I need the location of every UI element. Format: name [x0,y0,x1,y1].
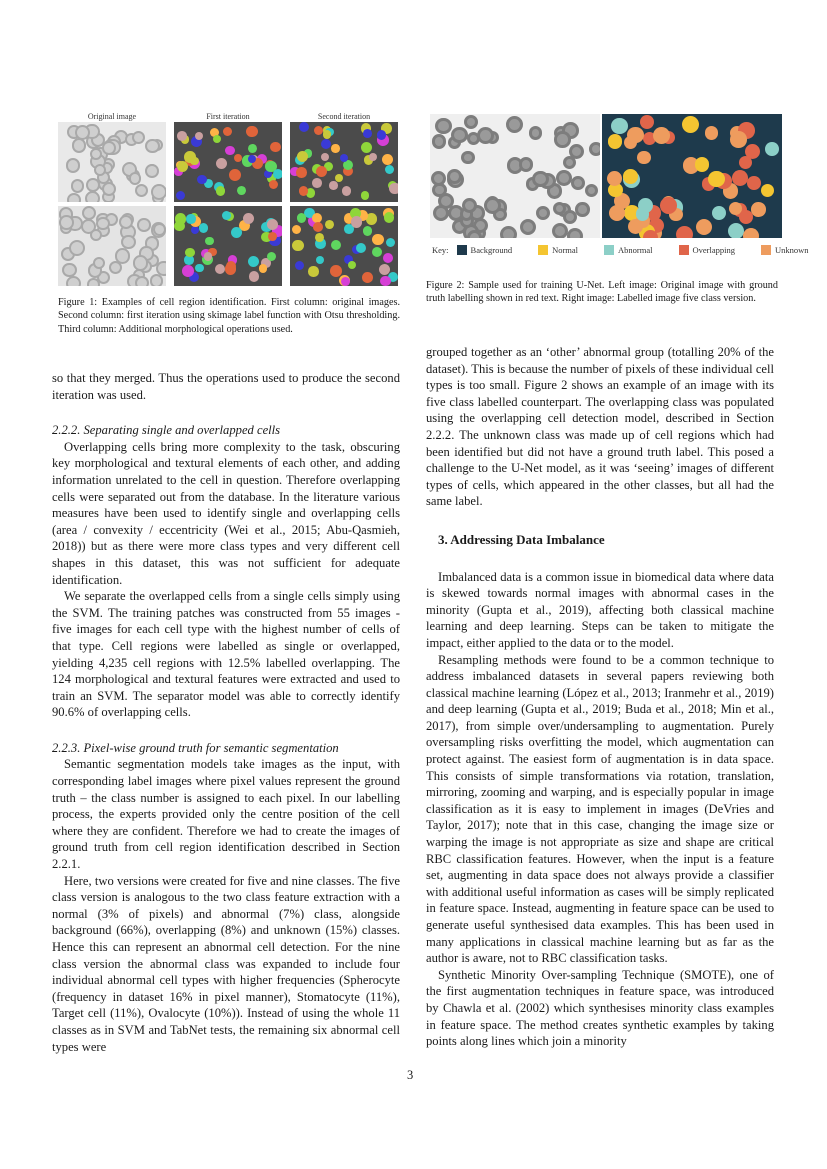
cell-blob [225,263,236,274]
legend-unknown: Unknown [775,245,809,255]
cell-blob [109,261,122,274]
cell-blob [609,205,625,221]
cell-blob [575,202,589,216]
cell-blob [248,256,259,267]
left-column [52,370,400,1055]
cell-blob [696,219,712,235]
unknown-swatch [761,245,771,255]
cell-blob [96,217,110,231]
cell-blob [739,210,753,224]
cell-blob [267,252,276,261]
cell-blob [506,116,523,133]
cell-blob [529,126,543,140]
cell-blob [323,130,332,139]
cell-blob [145,139,160,154]
cell-blob [312,178,322,188]
cell-blob [519,157,534,172]
legend-background: Background [470,245,513,255]
cell-blob [638,198,653,213]
cell-blob [585,184,599,198]
cell-blob [385,165,394,174]
cell-blob [223,127,232,136]
cell-blob [464,115,478,129]
cell-blob [133,255,148,270]
cell-blob [765,142,779,156]
cell-blob [299,186,309,196]
cell-blob [341,277,350,286]
legend-overlapping: Overlapping [692,245,736,255]
cell-blob [177,161,188,172]
cell-blob [267,219,278,230]
cell-blob [369,153,377,161]
cell-blob [93,257,106,270]
cell-blob [563,156,576,169]
cell-blob [461,151,474,164]
paragraph: grouped together as an ‘other’ abnormal group (totalling 20% of the dataset). This is because the number of pixels of these individual cell types is too small. Figure 2 shows an example of an image with its five class labelled counterpart. The overlapping class was populated using the overlapping cell detection model, described in Section 2.2.2. The unknown class was made up of cell regions which had been identified but did not have a ground truth label. This posed a challenge to the U-Net model, as it was ‘seeing’ images of different types of cells, which appeared in the other classes, but all had the same label. [426,345,774,509]
cell-blob [532,171,549,188]
cell-blob [237,186,246,195]
cell-blob [273,169,282,179]
figure-2-labelled-image [602,114,782,238]
cell-blob [637,151,650,164]
cell-blob [351,216,363,228]
cell-blob [361,142,372,153]
cell-blob [571,176,585,190]
cell-blob [383,253,393,263]
cell-blob [348,261,356,269]
cell-blob [372,247,382,257]
figure-1-original-bottom-image [58,206,166,286]
cell-blob [372,234,383,245]
page-number: 3 [407,1068,414,1082]
cell-blob [325,220,334,229]
cell-blob [102,141,116,155]
cell-blob [297,213,307,223]
figure-1-label-first: First iteration [206,112,250,121]
cell-blob [363,129,372,138]
cell-blob [435,118,451,134]
cell-blob [520,219,536,235]
cell-blob [222,211,231,220]
cell-blob [362,272,373,283]
cell-blob [299,122,309,132]
cell-blob [331,240,341,250]
cell-blob [321,153,329,161]
cell-blob [382,154,393,165]
cell-blob [231,227,242,238]
cell-blob [246,126,258,138]
cell-blob [361,191,370,200]
cell-blob [135,184,148,197]
cell-blob [589,142,600,156]
cell-blob [640,115,654,129]
cell-blob [500,226,517,238]
cell-blob [321,139,331,149]
cell-blob [363,226,373,236]
cell-blob [69,240,85,256]
cell-blob [296,167,306,177]
cell-blob [195,264,203,272]
cell-blob [316,166,327,177]
cell-blob [730,131,747,148]
cell-blob [451,127,468,144]
cell-blob [85,191,100,202]
cell-blob [432,134,447,149]
cell-blob [234,154,242,162]
paragraph: Overlapping cells bring more complexity to the task, obscuring key morphological and textural elements of each other, and adding information unrelated to the cell in question. Therefore overlapping cells were separated out from the database. In the literature various measures have been used to identify single and overlapping cells (area / convexity / eccentricity (Wei et al., 2015; Abu-Qasmieh, 2018)) but as there were more class types and very different cell shapes in this dataset, this was not sufficient for adequate identification. [52,439,400,587]
cell-blob [536,206,551,221]
cell-blob [72,138,87,153]
figure-2-caption: Figure 2: Sample used for training U-Net. Left image: Original image with ground truth labelling shown in red text. Right image: Labelled image five class version. [426,280,778,305]
cell-blob [660,197,677,214]
cell-blob [121,235,136,250]
cell-blob [556,170,572,186]
cell-blob [177,131,187,141]
cell-blob [313,222,323,232]
cell-blob [195,132,203,140]
paragraph: Imbalanced data is a common issue in biomedical data where data is skewed towards normal images with abnormal cases in the minority (Gupta et al., 2019), affecting both classical machine learning and deep learning. Steps can be taken to mitigate the impact, either applied to the data or to the model. [426,569,774,650]
cell-blob [270,142,280,152]
cell-blob [314,126,323,135]
legend-abnormal: Abnormal [618,245,653,255]
cell-blob [682,116,699,133]
cell-blob [308,266,318,276]
cell-blob [739,156,752,169]
cell-blob [62,263,76,277]
figure-2 [430,114,782,238]
cell-blob [268,232,277,241]
cell-blob [676,226,693,238]
cell-blob [340,154,348,162]
cell-blob [197,175,206,184]
cell-blob [184,151,196,163]
cell-blob [156,261,166,276]
cell-blob [705,126,719,140]
figure-1-label-second: Second iteration [317,112,371,121]
cell-blob [627,127,644,144]
cell-blob [132,131,145,144]
cell-blob [153,223,166,236]
cell-blob [213,135,221,143]
cell-blob [66,276,81,286]
cell-blob [554,131,571,148]
cell-blob [292,225,301,234]
cell-blob [243,213,254,224]
cell-blob [708,171,725,188]
overlapping-swatch [679,245,689,255]
cell-blob [315,233,324,242]
abnormal-swatch [604,245,614,255]
cell-blob [215,264,225,274]
cell-blob [747,176,761,190]
paragraph: Resampling methods were found to be a common technique to address imbalanced datasets in several papers reviewing both classical machine learning (López et al., 2013; Iranmehr et al., 2019) and deep learning (Gupta et al., 2019; Buda et al., 2018; Min et al., 2017), from simple over/undersampling to augmentation. Purely oversampling risks overfitting the model, which augmentation can protect against. The easiest form of augmentation is in data space. This consists of simple transformations via rotation, translation, mirroring, zooming and warping, and is especially popular in image classification as it is easy to implement in images (DeVries and Taylor, 2017); note that in this case, changing the image size or warping the image is not appropriate as size and shape are critical RBC classification features. However, when the input is a feature set, augmenting in data space does not always provide a classifier with additional useful information as cases will be simply replicated in feature space. Instead, augmenting in feature space can be used to generate useful synthesised data examples. This has been used in many applications in classical machine learning but as far as the author is aware, not to RBC classification tasks. [426,652,774,966]
cell-blob [75,125,90,140]
cell-blob [269,180,279,190]
paragraph: so that they merged. Thus the operations used to produce the second iteration was used. [52,371,400,402]
cell-blob [484,197,501,214]
figure-1-second-iteration-top-image [290,122,398,202]
cell-blob [377,130,387,140]
cell-blob [563,210,577,224]
cell-blob [66,158,81,173]
cell-blob [695,157,710,172]
cell-blob [191,226,200,235]
cell-blob [137,218,151,232]
cell-blob [71,179,85,193]
normal-swatch [538,245,548,255]
cell-blob [316,256,325,265]
cell-blob [199,223,208,232]
cell-blob [135,276,149,286]
cell-blob [145,164,159,178]
cell-blob [462,198,477,213]
cell-blob [477,127,494,144]
cell-blob [761,184,775,198]
cell-blob [335,174,343,182]
paragraph: We separate the overlapped cells from a single cells simply using the SVM. The training patches was constructed from 55 images - five images for each cell type with the highest number of cells of that type. Cell regions were labelled as single or overlapped, yielding 4,235 cell regions with 12.5% labelled overlapping. The 124 morphological and textural features were extracted and used to train an SVM. The separator model was able to correctly identify 90.6% of overlapping cells. [52,589,400,720]
cell-blob [608,134,623,149]
legend-normal: Normal [552,245,579,255]
cell-blob [205,237,213,245]
cell-blob [386,238,395,247]
cell-blob [216,186,225,195]
right-column [426,344,774,1050]
figure-1-label-original: Original image [87,112,137,121]
cell-blob [751,202,765,216]
cell-blob [176,191,185,200]
cell-blob [216,158,228,170]
subsection-heading-2-2-3: 2.2.3. Pixel-wise ground truth for semantic segmentation [52,740,339,755]
cell-blob [90,229,102,241]
paragraph: Here, two versions were created for five and nine classes. The five class version is analogous to the two class feature extraction with a normal (3% of pixels) and abnormal (7%) class, alongside background (66%), overlapping (8%) and unknown (15%) classes. Hence this can represent an abnormal cell detection. For the nine class version the abnormal class was expanded to include four individual abnormal cell types with higher frequencies (Spherocyte (frequency in dataset 16% in pixel manner), Stomatocyte (11%), Target cell (11%), Ovalocyte (10%)). Instead of using the whole 11 classes as in SVM and TabNet tests, the remaining six abnormal cell types were [52,873,400,1054]
cell-blob [712,206,727,221]
cell-blob [611,118,627,134]
cell-blob [174,221,185,232]
cell-blob [356,243,366,253]
cell-blob [732,170,748,186]
cell-blob [743,228,759,238]
cell-blob [331,144,339,152]
cell-blob [129,172,142,185]
cell-blob [186,214,195,223]
cell-blob [87,278,100,286]
figure-1-second-iteration-bottom-image [290,206,398,286]
cell-blob [150,274,163,286]
figure-2-legend [432,245,827,255]
figure-1-original-top-image [58,122,166,202]
cell-blob [728,223,744,238]
figure-1-caption: Figure 1: Examples of cell region identification. First column: original images. Second column: first iteration using skimage label function with Otsu thresholding. Third column: Additional morphological operations used. [58,297,400,335]
cell-blob [552,223,568,238]
cell-blob [567,228,583,238]
cell-blob [292,240,303,251]
subsection-heading-2-2-2: 2.2.2. Separating single and overlapped cells [52,423,281,438]
figure-2-original-image [430,114,600,238]
cell-blob [67,193,81,202]
cell-blob [229,169,241,181]
cell-blob [329,181,337,189]
cell-blob [389,183,398,194]
section-heading-3: 3. Addressing Data Imbalance [438,531,605,547]
cell-blob [119,215,133,229]
legend-key-label: Key: [432,245,449,255]
cell-blob [204,252,213,261]
cell-blob [151,184,166,200]
cell-blob [380,276,390,286]
cell-blob [297,151,308,162]
cell-blob [249,271,259,281]
cell-blob [295,261,304,270]
figure-1-first-iteration-bottom-image [174,206,282,286]
paragraph: Semantic segmentation models take images as the input, with corresponding label images where pixel values represent the ground truth – the class number is assigned to each pixel. In our labelling process, the experts provided only the centre position of the cell where they are confident. Therefore we had to create the images of ground truth from cell region identification described in Section 2.2.1. [52,757,400,872]
cell-blob [259,264,267,272]
cell-blob [433,205,449,221]
cell-blob [342,186,352,196]
cell-blob [225,146,235,156]
cell-blob [384,212,395,223]
figure-1-first-iteration-top-image [174,122,282,202]
background-swatch [457,245,467,255]
cell-blob [248,144,257,153]
cell-blob [185,248,195,258]
paragraph: Synthetic Minority Over-sampling Technique (SMOTE), one of the first augmentation techniques in feature space, was introduced by Chawla et al. (2002) which synthesises minority class examples in feature space. The method creates synthetic examples by taking points along lines which join a minority [426,967,774,1049]
cell-blob [653,127,670,144]
